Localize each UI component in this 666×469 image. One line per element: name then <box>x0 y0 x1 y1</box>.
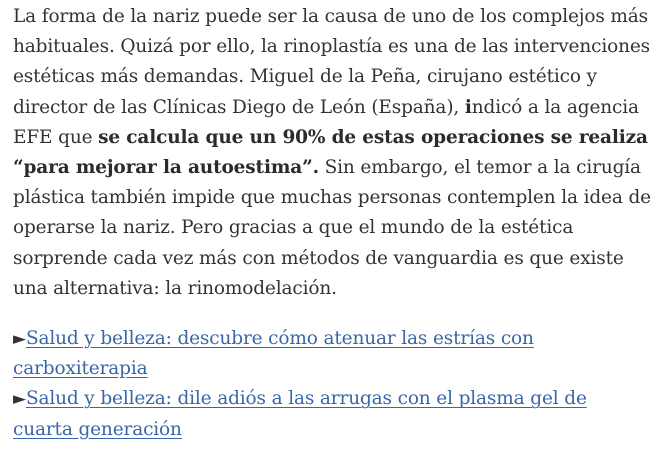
paragraph-bold-letter: i <box>464 96 472 118</box>
triangle-right-icon: ► <box>13 389 26 410</box>
related-link-stretch-marks[interactable]: Salud y belleza: descubre cómo atenuar las estrías con carboxiterapia <box>13 328 534 380</box>
paragraph-text-2: ndicó a la agencia EFE que <box>13 96 639 148</box>
paragraph-text-3: Sin embargo, el temor a la cirugía plástica también impide que muchas personas contemplen la idea de operarse la nariz. Pero gracias a que el mundo de la estética sorprende cada vez más con métodos de vanguardia es que existe una alternativa: la rinomodelación. <box>13 157 651 299</box>
related-links <box>13 324 652 445</box>
article-paragraph <box>13 2 652 304</box>
triangle-right-icon: ► <box>13 329 26 350</box>
paragraph-bold-quote: se calcula que un 90% de estas operaciones se realiza “para mejorar la autoestima”. <box>13 126 648 179</box>
related-link-item <box>13 324 652 384</box>
paragraph-text-1: La forma de la nariz puede ser la causa de uno de los complejos más habituales. Quizá por ello, la rinoplastía es una de las intervenciones estéticas más demandas. Miguel de la Peña, cirujano estético y director de las Clínicas Diego de León (España), <box>13 6 650 118</box>
related-link-item <box>13 384 652 444</box>
related-link-wrinkles[interactable]: Salud y belleza: dile adiós a las arrugas con el plasma gel de cuarta generación <box>13 388 587 440</box>
